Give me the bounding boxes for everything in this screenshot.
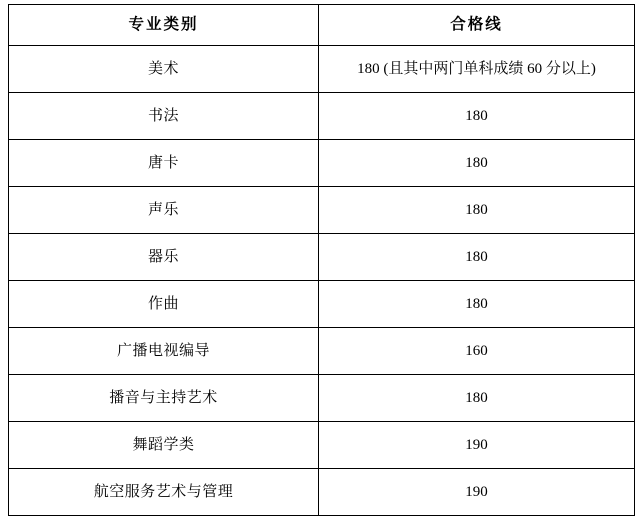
category-label: 美术: [147, 61, 179, 77]
cell-line: [319, 187, 635, 234]
table-row: [9, 140, 635, 187]
line-value: 180: [465, 155, 488, 171]
column-header-category-label: 专业类别: [128, 15, 199, 33]
category-label: 播音与主持艺术: [109, 390, 218, 406]
table-row: [9, 234, 635, 281]
cell-line: [319, 469, 635, 516]
category-label: 舞蹈学类: [132, 437, 195, 453]
cell-category: [9, 469, 319, 516]
category-label: 广播电视编导: [116, 343, 210, 359]
cell-category: [9, 187, 319, 234]
cell-category: [9, 46, 319, 93]
table-row: [9, 281, 635, 328]
table-row: [9, 422, 635, 469]
category-label: 器乐: [147, 249, 179, 265]
line-value: 180 (且其中两门单科成绩 60 分以上): [357, 61, 596, 77]
category-label: 航空服务艺术与管理: [93, 484, 234, 500]
line-value: 180: [465, 202, 488, 218]
cell-category: [9, 234, 319, 281]
cell-line: [319, 140, 635, 187]
column-header-line: [319, 5, 635, 46]
cell-line: [319, 328, 635, 375]
cell-line: [319, 234, 635, 281]
cell-category: [9, 422, 319, 469]
line-value: 160: [465, 343, 488, 359]
cell-category: [9, 93, 319, 140]
table-row: [9, 328, 635, 375]
table-row: [9, 187, 635, 234]
line-value: 180: [465, 249, 488, 265]
cell-line: [319, 422, 635, 469]
table-row: [9, 469, 635, 516]
cell-line: [319, 46, 635, 93]
column-header-category: [9, 5, 319, 46]
cell-category: [9, 375, 319, 422]
category-label: 唐卡: [147, 155, 179, 171]
cell-line: [319, 281, 635, 328]
table-row: [9, 93, 635, 140]
category-label: 作曲: [147, 296, 179, 312]
cell-category: [9, 328, 319, 375]
cell-line: [319, 93, 635, 140]
line-value: 190: [465, 484, 488, 500]
cell-line: [319, 375, 635, 422]
table-row: [9, 375, 635, 422]
category-label: 书法: [147, 108, 179, 124]
line-value: 190: [465, 437, 488, 453]
cell-category: [9, 140, 319, 187]
table-header-row: [9, 5, 635, 46]
cell-category: [9, 281, 319, 328]
line-value: 180: [465, 296, 488, 312]
qualifying-score-table: [8, 4, 635, 516]
table-row: [9, 46, 635, 93]
column-header-line-label: 合格线: [450, 15, 503, 33]
category-label: 声乐: [147, 202, 179, 218]
line-value: 180: [465, 390, 488, 406]
line-value: 180: [465, 108, 488, 124]
